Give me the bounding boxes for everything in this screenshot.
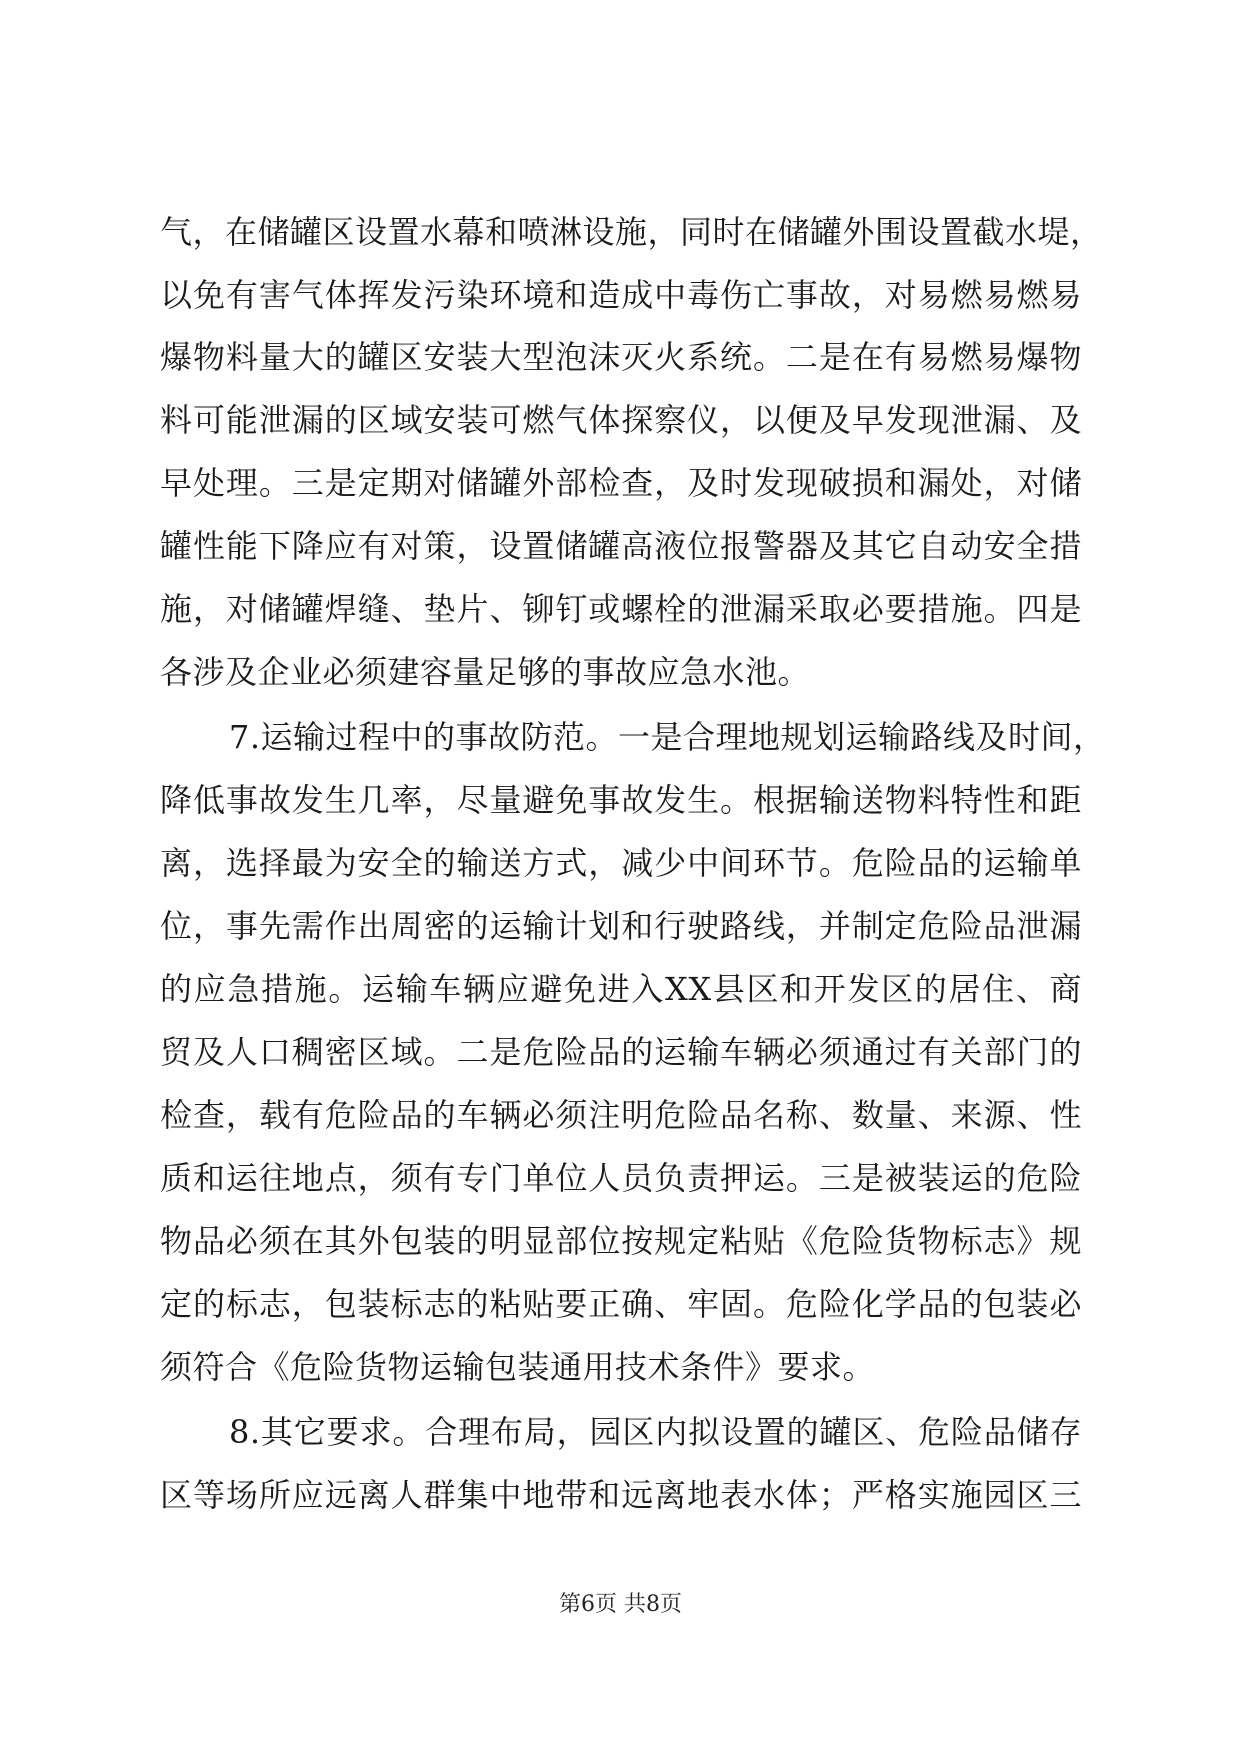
paragraph-line: 位，事先需作出周密的运输计划和行驶路线，并制定危险品泄漏 xyxy=(160,907,1082,945)
paragraph-line: 的应急措施。运输车辆应避免进入XX县区和开发区的居住、商 xyxy=(160,970,1082,1008)
paragraph-line: 罐性能下降应有对策，设置储罐高液位报警器及其它自动安全措 xyxy=(160,527,1082,565)
paragraph-line: 气，在储罐区设置水幕和喷淋设施，同时在储罐外围设置截水堤， xyxy=(160,213,1103,251)
paragraph-line: 须符合《危险货物运输包装通用技术条件》要求。 xyxy=(160,1348,876,1386)
paragraph-line: 定的标志，包装标志的粘贴要正确、牢固。危险化学品的包装必 xyxy=(160,1285,1082,1323)
paragraph-line: 离，选择最为安全的输送方式，减少中间环节。危险品的运输单 xyxy=(160,844,1082,882)
paragraph-line: 料可能泄漏的区域安装可燃气体探察仪，以便及早发现泄漏、及 xyxy=(160,401,1082,439)
paragraph-line: 质和运往地点，须有专门单位人员负责押运。三是被装运的危险 xyxy=(160,1159,1082,1197)
paragraph-line: 8.其它要求。合理布局，园区内拟设置的罐区、危险品储存 xyxy=(229,1413,1082,1451)
paragraph-line: 检查，载有危险品的车辆必须注明危险品名称、数量、来源、性 xyxy=(160,1096,1082,1134)
paragraph-line: 各涉及企业必须建容量足够的事故应急水池。 xyxy=(160,653,811,691)
paragraph-line: 以免有害气体挥发污染环境和造成中毒伤亡事故，对易燃易燃易 xyxy=(160,276,1082,314)
paragraph-line: 物品必须在其外包装的明显部位按规定粘贴《危险货物标志》规 xyxy=(160,1222,1082,1260)
page-number-footer: 第6页 共8页 xyxy=(559,1592,682,1617)
paragraph-line: 降低事故发生几率，尽量避免事故发生。根据输送物料特性和距 xyxy=(160,781,1082,819)
paragraph-line: 区等场所应远离人群集中地带和远离地表水体；严格实施园区三 xyxy=(160,1476,1082,1514)
paragraph-line: 7.运输过程中的事故防范。一是合理地规划运输路线及时间， xyxy=(229,718,1106,756)
paragraph-line: 贸及人口稠密区域。二是危险品的运输车辆必须通过有关部门的 xyxy=(160,1033,1082,1071)
paragraph-line: 早处理。三是定期对储罐外部检查，及时发现破损和漏处，对储 xyxy=(160,464,1082,502)
paragraph-line: 施，对储罐焊缝、垫片、铆钉或螺栓的泄漏采取必要措施。四是 xyxy=(160,590,1082,628)
paragraph-line: 爆物料量大的罐区安装大型泡沫灭火系统。二是在有易燃易爆物 xyxy=(160,338,1082,376)
